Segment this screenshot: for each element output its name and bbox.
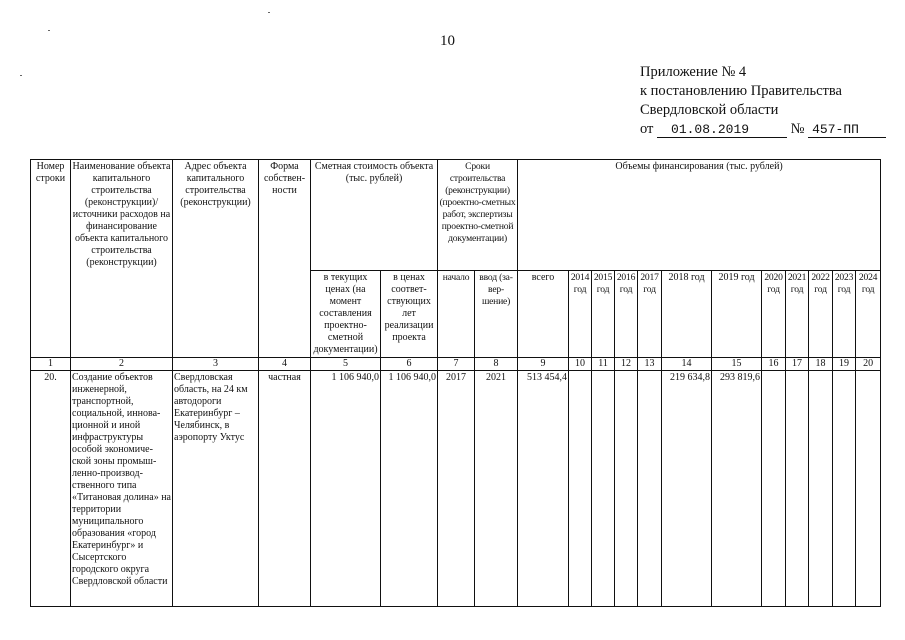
column-numbers-row	[31, 358, 881, 371]
scan-speck	[268, 12, 270, 13]
table-row	[31, 371, 881, 607]
column-number: 20	[856, 358, 881, 371]
cell-end: 2021	[475, 371, 518, 607]
header-year-2016: 2016 год	[615, 271, 638, 358]
column-number: 2	[71, 358, 173, 371]
cell-2015	[592, 371, 615, 607]
header-year-2015: 2015 год	[592, 271, 615, 358]
column-number: 7	[438, 358, 475, 371]
resolution-number: 457-ПП	[808, 123, 886, 138]
header-row-number: Номер строки	[31, 160, 71, 358]
appendix-title: Приложение № 4	[640, 64, 747, 80]
header-financing: Объемы финансирования (тыс. рублей)	[518, 160, 881, 271]
column-number: 17	[786, 358, 809, 371]
header-cost-years: в ценах соответ-ствующих лет реализации проекта	[381, 271, 438, 358]
column-number: 10	[569, 358, 592, 371]
column-number: 3	[173, 358, 259, 371]
column-number: 9	[518, 358, 569, 371]
header-cost-current: в текущих ценах (на момент составления проектно-сметной документации)	[311, 271, 381, 358]
header-year-2024: 2024 год	[856, 271, 881, 358]
column-number: 4	[259, 358, 311, 371]
cell-2016	[615, 371, 638, 607]
header-estimated-cost: Сметная стоимость объекта (тыс. рублей)	[311, 160, 438, 271]
page-number: 10	[440, 33, 455, 49]
cell-2023	[833, 371, 856, 607]
header-terms: Сроки строительства (реконструкции) (проектно-сметных работ, экспертизы проектно-сметной документации)	[438, 160, 518, 271]
column-number: 18	[809, 358, 833, 371]
appendix-region: Свердловской области	[640, 102, 779, 118]
column-number: 1	[31, 358, 71, 371]
header-year-2021: 2021 год	[786, 271, 809, 358]
column-number: 14	[662, 358, 712, 371]
header-total: всего	[518, 271, 569, 358]
column-number: 5	[311, 358, 381, 371]
cell-2014	[569, 371, 592, 607]
resolution-date: 01.08.2019	[657, 123, 787, 138]
header-end: ввод (за-вер-шение)	[475, 271, 518, 358]
appendix-header	[640, 63, 886, 139]
cell-row-number: 20.	[31, 371, 71, 607]
cell-cost-current: 1 106 940,0	[311, 371, 381, 607]
cell-address: Свердловская область, на 24 км автодороги Екатеринбург – Челябинск, в аэропорту Уктус	[173, 371, 259, 607]
cell-2022	[809, 371, 833, 607]
date-prefix: от	[640, 121, 654, 137]
cell-2020	[762, 371, 786, 607]
cell-cost-years: 1 106 940,0	[381, 371, 438, 607]
cell-2017	[638, 371, 662, 607]
header-year-2017: 2017 год	[638, 271, 662, 358]
column-number: 16	[762, 358, 786, 371]
number-prefix: №	[790, 121, 805, 137]
column-number: 6	[381, 358, 438, 371]
header-ownership: Форма собствен-ности	[259, 160, 311, 358]
column-number: 15	[712, 358, 762, 371]
cell-2018: 219 634,8	[662, 371, 712, 607]
scan-speck	[20, 75, 22, 76]
financing-table	[30, 159, 881, 607]
column-number: 8	[475, 358, 518, 371]
header-year-2014: 2014 год	[569, 271, 592, 358]
header-start: начало	[438, 271, 475, 358]
cell-2019: 293 819,6	[712, 371, 762, 607]
cell-object-name: Создание объектов инженерной, транспортной, социальной, иннова-ционной и иной инфраструктуры особой экономиче-ской зоны промыш-ленно-производ-ственного типа «Титановая долина» на территории муниципального образования «город Екатеринбург» и Сысертского городского округа Свердловской области	[71, 371, 173, 607]
cell-total: 513 454,4	[518, 371, 569, 607]
header-object-name: Наименование объекта капитального строительства (реконструкции)/ источники расходов на финансирование объекта капитального строительства (реконструкции)	[71, 160, 173, 358]
header-address: Адрес объекта капитального строительства (реконструкции)	[173, 160, 259, 358]
appendix-date-line	[640, 120, 886, 139]
header-year-2020: 2020 год	[762, 271, 786, 358]
header-year-2023: 2023 год	[833, 271, 856, 358]
cell-2024	[856, 371, 881, 607]
column-number: 13	[638, 358, 662, 371]
cell-ownership: частная	[259, 371, 311, 607]
appendix-resolution: к постановлению Правительства	[640, 83, 842, 99]
column-number: 12	[615, 358, 638, 371]
column-number: 11	[592, 358, 615, 371]
cell-2021	[786, 371, 809, 607]
header-year-2018: 2018 год	[662, 271, 712, 358]
header-year-2019: 2019 год	[712, 271, 762, 358]
cell-start: 2017	[438, 371, 475, 607]
header-year-2022: 2022 год	[809, 271, 833, 358]
column-number: 19	[833, 358, 856, 371]
scan-speck	[48, 30, 50, 31]
